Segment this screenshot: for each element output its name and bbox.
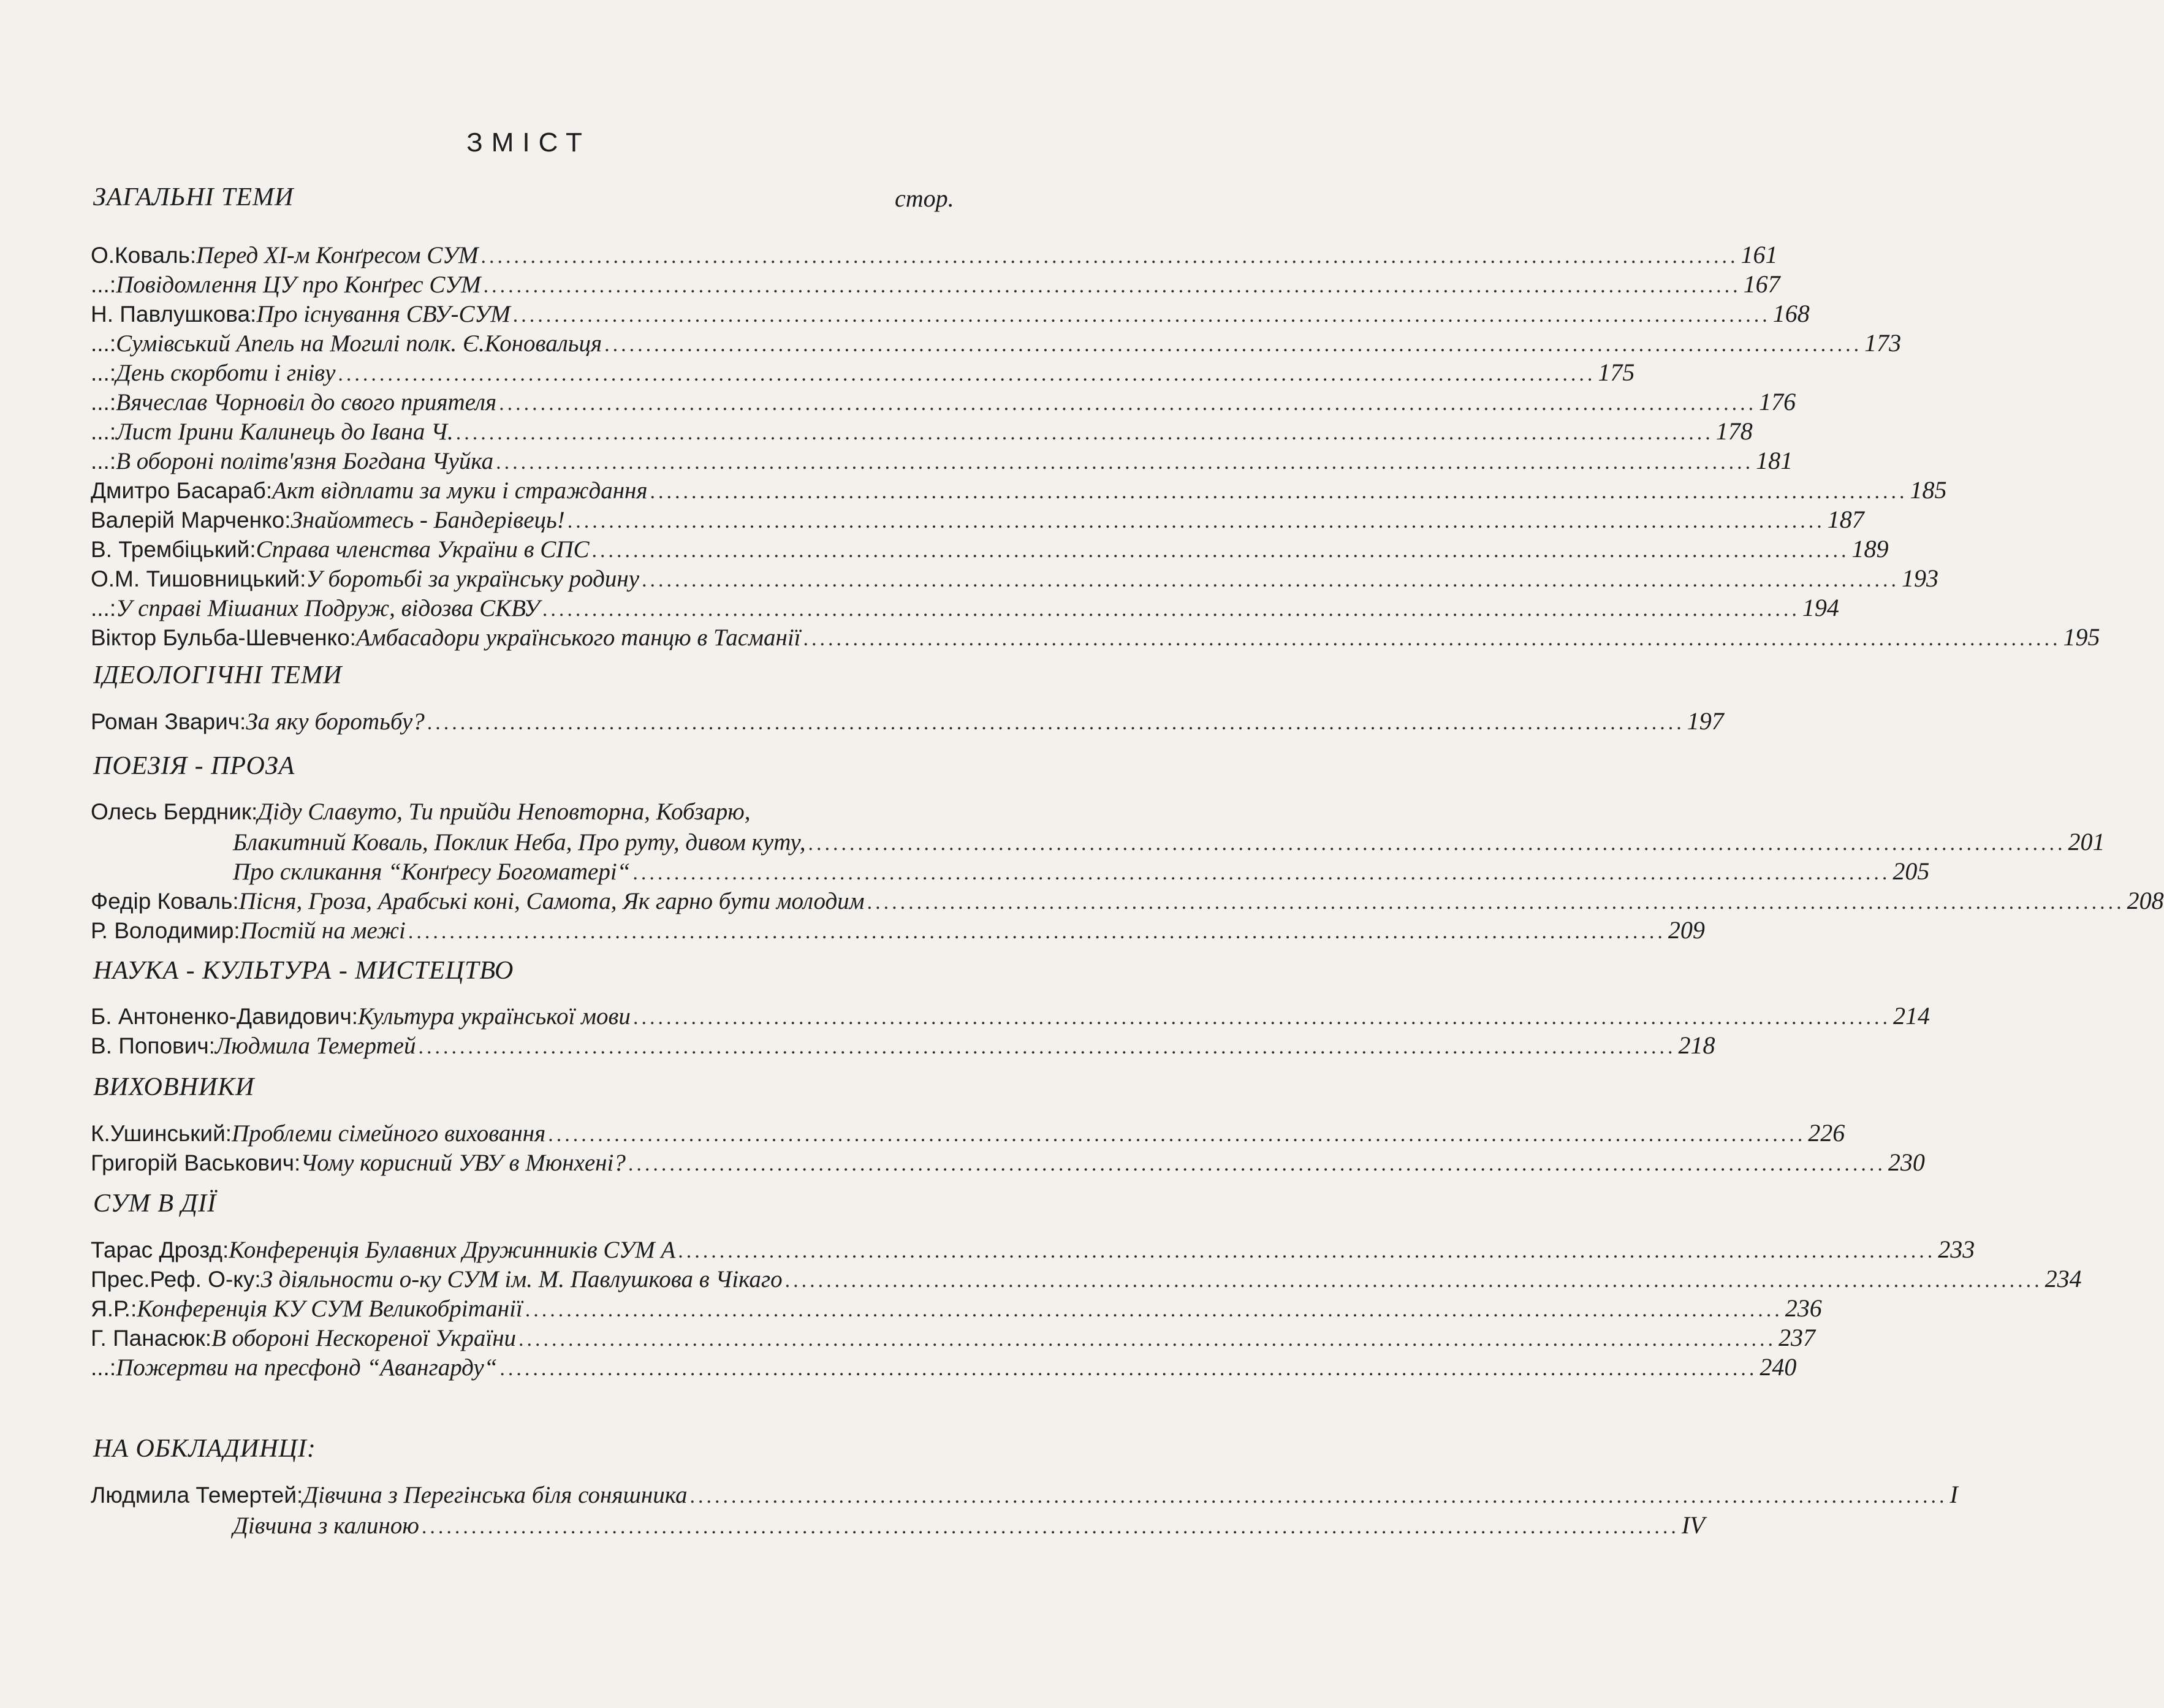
entry-leader: ........................................................................................................................................................	[499, 392, 1757, 415]
entry-page: 175	[1598, 359, 1635, 386]
toc-entry	[91, 1235, 1975, 1264]
entry-leader: ........................................................................................................................................................	[496, 451, 1754, 474]
entry-page: 230	[1888, 1148, 1925, 1176]
entry-page: 234	[2044, 1265, 2082, 1292]
toc-entry	[91, 1294, 1822, 1323]
toc-entry	[91, 299, 1810, 328]
entry-title: Про скликання “Конґресу Богоматері“	[233, 859, 631, 885]
entry-title: У боротьбі за українську родину	[306, 566, 640, 592]
toc-entry	[91, 886, 2164, 916]
entry-title: Культура української мови	[358, 1003, 631, 1030]
toc-entry	[233, 857, 1930, 886]
section-educators: ВИХОВНИКИ	[93, 1073, 255, 1101]
entry-page: 197	[1687, 707, 1724, 735]
entry-author: Олесь Бердник:	[91, 799, 258, 824]
entry-leader: ........................................................................................................................................................	[427, 712, 1685, 734]
entry-author: Н. Павлушкова:	[91, 302, 257, 327]
entry-page: 233	[1938, 1235, 1975, 1263]
entry-leader: ........................................................................................................................................................	[650, 480, 1908, 503]
page-title: ЗМІСТ	[466, 127, 591, 158]
entry-title: В обороні політв'язня Богдана Чуйка	[116, 448, 494, 474]
entry-leader: ........................................................................................................................................................	[591, 539, 1850, 562]
entry-author: Віктор Бульба-Шевченко:	[91, 625, 356, 650]
entry-author: В. Трембіцький:	[91, 537, 256, 562]
entry-title: Чому корисний УВУ в Мюнхені?	[300, 1150, 626, 1176]
entry-page: 194	[1802, 594, 1839, 621]
entry-leader: ........................................................................................................................................................	[408, 920, 1666, 943]
toc-entry	[91, 623, 2100, 652]
entry-title: Про існування СВУ-СУМ	[256, 301, 511, 327]
entry-author: ...:	[91, 272, 116, 297]
entry-page: 201	[2068, 828, 2105, 856]
entry-leader: ........................................................................................................................................................	[480, 245, 1739, 268]
toc-entry	[91, 417, 1753, 446]
entry-author: ...:	[91, 449, 116, 474]
entry-page: 178	[1715, 417, 1753, 445]
entry-leader: ........................................................................................................................................................	[512, 304, 1771, 327]
entry-page: 205	[1893, 857, 1930, 885]
entry-author: Б. Антоненко-Давидович:	[91, 1004, 359, 1029]
entry-page: IV	[1681, 1511, 1705, 1539]
entry-leader: ........................................................................................................................................................	[642, 569, 1900, 591]
entry-author: К.Ушинський:	[91, 1121, 232, 1146]
entry-page: 236	[1785, 1294, 1822, 1322]
entry-author: ...:	[91, 596, 116, 621]
entry-page: 195	[2063, 623, 2100, 651]
entry-title: Пожертви на пресфонд “Авангарду“	[116, 1354, 498, 1381]
entry-author: В. Попович:	[91, 1033, 215, 1058]
toc-entry	[91, 916, 1705, 945]
entry-page: 168	[1772, 300, 1810, 327]
entry-leader: ........................................................................................................................................................	[628, 1153, 1886, 1175]
toc-entry	[91, 534, 1889, 564]
entry-leader: ........................................................................................................................................................	[784, 1269, 2043, 1292]
toc-entry	[91, 1118, 1845, 1148]
entry-page: 181	[1756, 447, 1793, 474]
entry-leader: ........................................................................................................................................................	[567, 510, 1825, 533]
entry-page: 218	[1678, 1031, 1715, 1059]
entry-author: О.Коваль:	[91, 243, 197, 268]
entry-title: Дівчина з Перегінська біля соняшника	[303, 1482, 688, 1508]
entry-author: Я.Р.:	[91, 1296, 137, 1321]
entry-leader: ........................................................................................................................................................	[542, 598, 1800, 621]
entry-title: Акт відплати за муки і страждання	[272, 477, 648, 504]
entry-author: Людмила Темертей:	[91, 1482, 303, 1508]
entry-page: 209	[1668, 916, 1705, 944]
entry-author: Роман Зварич:	[91, 709, 246, 734]
entry-leader: ........................................................................................................................................................	[632, 862, 1891, 884]
section-general: ЗАГАЛЬНІ ТЕМИ	[93, 183, 294, 211]
entry-leader: ........................................................................................................................................................	[518, 1328, 1777, 1351]
toc-entry	[91, 505, 1864, 534]
entry-author: Прес.Реф. О-ку:	[91, 1267, 261, 1292]
entry-title: День скорботи і гніву	[116, 360, 336, 386]
entry-page: 240	[1760, 1353, 1797, 1381]
entry-author: О.М. Тишовницький:	[91, 566, 306, 591]
entry-page: 208	[2127, 887, 2164, 914]
entry-leader: ........................................................................................................................................................	[808, 832, 2066, 855]
entry-author: ...:	[91, 1355, 116, 1380]
entry-leader: ........................................................................................................................................................	[525, 1299, 1783, 1321]
entry-title: Блакитний Коваль, Поклик Неба, Про руту, дивом куту,	[233, 829, 806, 856]
toc-entry	[91, 446, 1793, 476]
section-science: НАУКА - КУЛЬТУРА - МИСТЕЦТВО	[93, 957, 514, 985]
entry-page: 185	[1910, 476, 1947, 504]
toc-entry	[91, 1480, 1958, 1509]
entry-leader: ........................................................................................................................................................	[803, 628, 2061, 650]
entry-title: Проблеми сімейного виховання	[232, 1120, 546, 1147]
entry-author: Валерій Марченко:	[91, 507, 291, 533]
entry-title: Конференція Булавних Дружинників СУМ А	[229, 1237, 676, 1263]
entry-page: 167	[1743, 270, 1780, 298]
entry-author: Федір Коваль:	[91, 889, 239, 914]
entry-page: 173	[1864, 329, 1902, 357]
toc-entry	[233, 1511, 1705, 1540]
entry-page: 237	[1779, 1324, 1816, 1351]
entry-title: Амбасадори українського танцю в Тасманії	[355, 624, 801, 651]
toc-entry	[91, 1148, 1925, 1177]
entry-leader: ........................................................................................................................................................	[338, 363, 1596, 385]
section-cover: НА ОБКЛАДИНЦІ:	[93, 1435, 316, 1463]
entry-author: Григорій Васькович:	[91, 1150, 301, 1175]
toc-entry	[91, 593, 1839, 623]
entry-leader: ........................................................................................................................................................	[678, 1240, 1936, 1262]
entry-title: Діду Славуто, Ти прийди Неповторна, Кобзарю,	[257, 799, 751, 825]
entry-leader: ........................................................................................................................................................	[455, 422, 1714, 444]
entry-title: Справа членства України в СПС	[256, 536, 590, 563]
entry-page: 193	[1902, 564, 1939, 592]
entry-title: Знайомтесь - Бандерівець!	[290, 507, 565, 533]
entry-author: Г. Панасюк:	[91, 1326, 211, 1351]
entry-leader: ........................................................................................................................................................	[483, 275, 1741, 297]
entry-title: Сумівський Апель на Могилі полк. Є.Коновальця	[116, 330, 602, 357]
section-poetry: ПОЕЗІЯ - ПРОЗА	[93, 752, 295, 780]
toc-entry	[91, 240, 1778, 270]
section-sum: СУМ В ДІЇ	[93, 1190, 217, 1218]
toc-entry	[91, 476, 1947, 505]
entry-page: 187	[1827, 506, 1864, 533]
entry-page: 214	[1893, 1002, 1930, 1030]
entry-page: I	[1949, 1481, 1958, 1508]
toc-entry	[91, 1264, 2082, 1294]
toc-entry	[91, 1323, 1816, 1353]
toc-entry	[91, 328, 1902, 358]
entry-title: Постій на межі	[240, 917, 406, 944]
entry-author: Р. Володимир:	[91, 918, 240, 943]
toc-entry	[91, 564, 1939, 593]
entry-page: 226	[1808, 1119, 1845, 1147]
entry-page: 161	[1741, 241, 1778, 268]
entry-leader: ........................................................................................................................................................	[867, 891, 2125, 914]
toc-entry	[91, 358, 1635, 387]
entry-leader: ........................................................................................................................................................	[421, 1516, 1679, 1538]
toc-entry	[91, 707, 1724, 736]
entry-title: За яку боротьбу?	[246, 708, 425, 735]
toc-entry	[233, 827, 2105, 857]
entry-title: Вячеслав Чорновіл до свого приятеля	[116, 389, 497, 416]
entry-leader: ........................................................................................................................................................	[689, 1485, 1948, 1508]
entry-leader: ........................................................................................................................................................	[548, 1123, 1806, 1146]
entry-title: З діяльности о-ку СУМ ім. М. Павлушкова в Чікаго	[260, 1266, 783, 1292]
entry-leader: ........................................................................................................................................................	[499, 1357, 1758, 1380]
entry-author: ...:	[91, 419, 116, 444]
section-ideology: ІДЕОЛОГІЧНІ ТЕМИ	[93, 661, 343, 689]
entry-title: Дівчина з калиною	[233, 1513, 419, 1539]
entry-leader: ........................................................................................................................................................	[632, 1006, 1891, 1029]
page-column-label: стор.	[895, 184, 954, 212]
entry-leader: ........................................................................................................................................................	[418, 1036, 1676, 1058]
entry-title: Конференція КУ СУМ Великобрітанії	[137, 1296, 523, 1322]
entry-leader: ........................................................................................................................................................	[604, 333, 1862, 356]
toc-entry	[91, 270, 1780, 299]
toc-entry	[91, 387, 1796, 417]
entry-author: ...:	[91, 390, 116, 415]
entry-title: У справі Мішаних Подруж, відозва СКВУ	[116, 595, 540, 621]
entry-author: Тарас Дрозд:	[91, 1237, 229, 1262]
entry-title: Повідомлення ЦУ про Конґрес СУМ	[116, 271, 481, 298]
entry-author: ...:	[91, 331, 116, 356]
entry-title: Лист Ірини Калинець до Івана Ч.	[116, 419, 454, 445]
entry-title: Перед XI-м Конґресом СУМ	[196, 242, 479, 268]
entry-title: Пісня, Гроза, Арабські коні, Самота, Як гарно бути молодим	[238, 888, 865, 914]
entry-author: Дмитро Басараб:	[91, 478, 273, 503]
entry-page: 189	[1851, 535, 1889, 563]
toc-entry	[91, 1001, 1930, 1031]
toc-entry	[91, 1031, 1715, 1060]
entry-title: В обороні Нескореної України	[211, 1325, 517, 1351]
entry-author: ...:	[91, 360, 116, 385]
toc-entry	[91, 1353, 1797, 1382]
toc-entry	[91, 798, 956, 827]
entry-page: 176	[1759, 388, 1796, 416]
entry-title: Людмила Темертей	[215, 1033, 416, 1059]
